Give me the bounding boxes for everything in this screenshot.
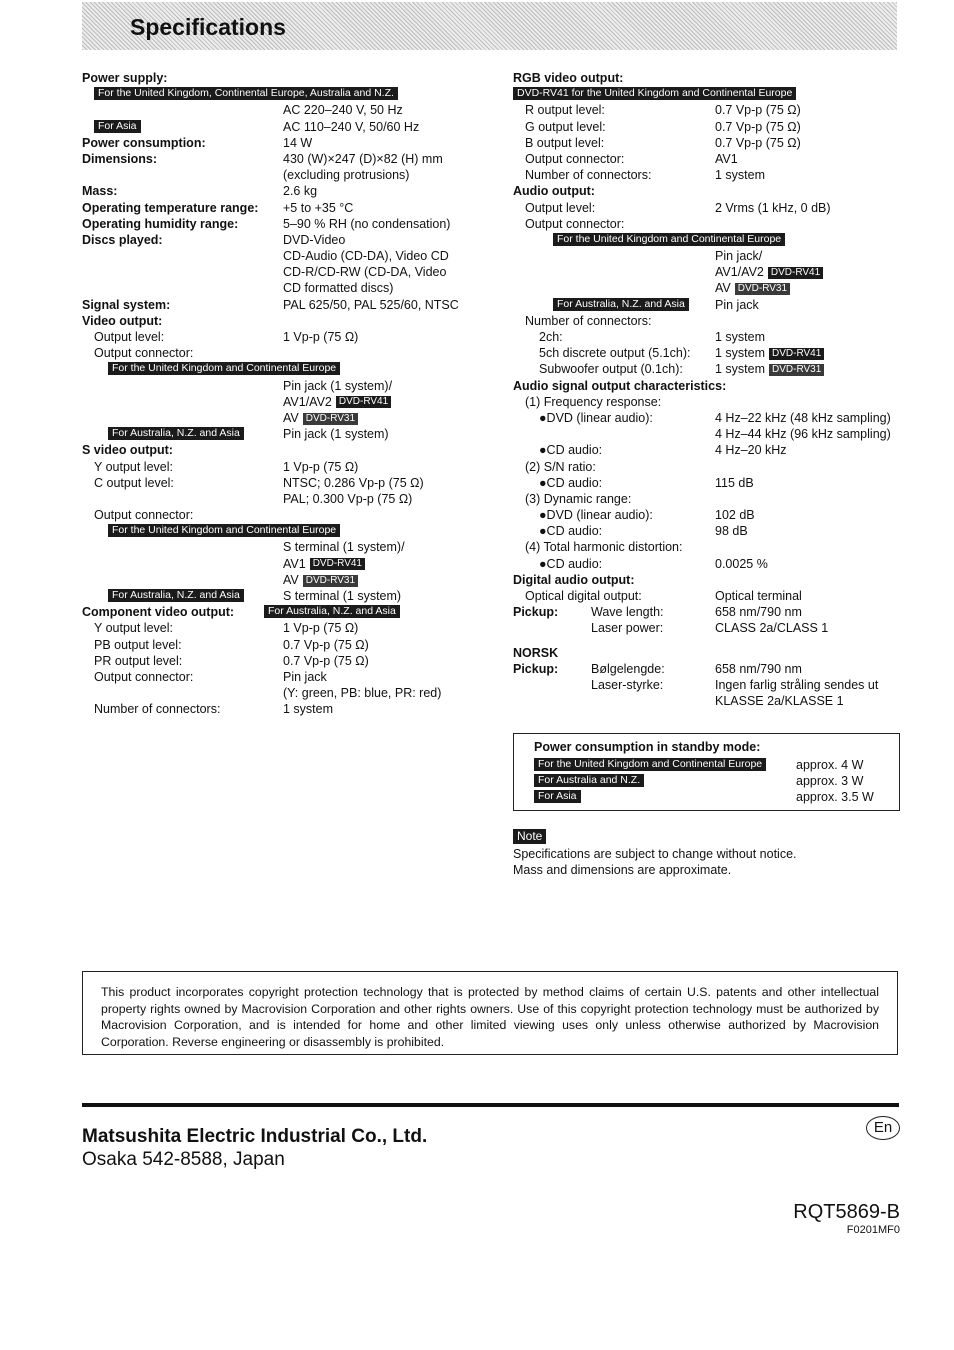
spec-value-text: 430 (W)×247 (D)×82 (H) mm (283, 151, 443, 166)
standby-row (534, 773, 879, 789)
spec-value (283, 572, 358, 588)
spec-value-text: Optical terminal (715, 589, 802, 603)
region-tag: For the United Kingdom and Continental Europe (108, 362, 340, 375)
spec-row (513, 491, 903, 507)
copyright-notice: This product incorporates copyright protection technology that is protected by method claims of certain U.S. patents and other intellectual property rights owned by Macrovision Corporation and other rights owners. Use of this copyright protection technology must be authorized by Macrovision Corporation, and is intended for home and other limited viewing uses only unless otherwise authorized by Macrovision Corporation. Reverse engineering or disassembly is prohibited. (82, 971, 898, 1055)
spec-row (82, 410, 472, 426)
spec-value (715, 475, 754, 491)
spec-row (82, 183, 472, 199)
standby-power-box (513, 733, 900, 811)
region-tag-row (82, 361, 472, 377)
spec-value (283, 475, 424, 491)
model-tag: DVD-RV31 (735, 283, 790, 295)
spec-value-text: +5 to +35 °C (283, 200, 354, 215)
model-tag: DVD-RV31 (769, 364, 824, 376)
spec-value-text: 1 Vp-p (75 Ω) (283, 330, 359, 344)
spec-value (715, 264, 823, 280)
spec-value-text: 1 system (283, 702, 334, 717)
spec-label: B output level: (525, 135, 605, 150)
spec-value-text: AV1/AV2 (715, 265, 764, 280)
spec-label: Number of connectors: (525, 313, 652, 328)
spec-row (82, 280, 472, 296)
document-subcode: F0201MF0 (846, 1224, 900, 1236)
spec-row (82, 119, 472, 135)
spec-label: Operating temperature range: (82, 200, 259, 215)
spec-row (513, 459, 903, 475)
spec-label: ●DVD (linear audio): (539, 410, 653, 425)
model-tag: DVD-RV41 (310, 558, 365, 570)
spec-row (513, 102, 903, 118)
standby-value: approx. 3 W (796, 774, 864, 788)
spec-value (715, 329, 765, 345)
pickup-row (513, 661, 903, 677)
spec-value-text: CD-Audio (CD-DA), Video CD (283, 249, 449, 264)
region-tag: For Australia, N.Z. and Asia (553, 298, 689, 311)
spec-label: Bølgelengde: (591, 661, 665, 676)
section-label: NORSK (513, 645, 559, 660)
spec-value (283, 216, 450, 232)
spec-value (283, 669, 327, 685)
spec-label: PB output level: (94, 637, 182, 652)
spec-value (283, 491, 412, 507)
model-tag: DVD-RV31 (303, 413, 358, 425)
section-label: Audio output: (513, 184, 595, 199)
spec-row (513, 588, 903, 604)
spec-row (82, 669, 472, 685)
spec-row (82, 426, 472, 442)
region-tag-row (513, 232, 903, 248)
spec-value (715, 248, 762, 264)
spec-value-text: NTSC; 0.286 Vp-p (75 Ω) (283, 475, 424, 490)
spec-row (82, 102, 472, 118)
spec-label: Laser power: (591, 621, 664, 636)
spec-row (82, 507, 472, 523)
spec-value (283, 167, 409, 183)
spec-value (715, 523, 748, 539)
spec-row (82, 135, 472, 151)
region-tag: For the United Kingdom and Continental Europe (108, 524, 340, 537)
spec-value: 658 nm/790 nm (715, 605, 802, 620)
spec-row (82, 459, 472, 475)
spec-value (283, 151, 443, 167)
spec-value (283, 297, 459, 313)
spec-value (283, 280, 393, 296)
model-tag: DVD-RV41 (336, 396, 391, 408)
spec-row (82, 491, 472, 507)
spec-column-left (82, 70, 472, 718)
spec-label: ●CD audio: (539, 524, 603, 539)
spec-row (82, 539, 472, 555)
region-tag: For the United Kingdom and Continental Europe (534, 758, 766, 771)
region-tag-row (513, 86, 903, 102)
spec-row (513, 523, 903, 539)
region-tag: For the United Kingdom and Continental Europe (553, 233, 785, 246)
spec-value-text: AV (715, 281, 731, 296)
spec-value (283, 394, 391, 410)
spec-value-text: PAL 625/50, PAL 525/60, NTSC (283, 297, 459, 312)
spec-column-right (513, 70, 903, 709)
spec-value (715, 102, 801, 118)
standby-row (534, 789, 879, 805)
spec-label: Y output level: (94, 459, 173, 474)
model-tag: DVD-RV31 (303, 575, 358, 587)
spec-value-text: 5–90 % RH (no condensation) (283, 216, 451, 231)
spec-label: Output connector: (94, 669, 194, 684)
spec-row (513, 556, 903, 572)
spec-label: ●CD audio: (539, 556, 603, 571)
region-tag: For Australia and N.Z. (534, 774, 644, 787)
spec-row (513, 313, 903, 329)
spec-row (82, 345, 472, 361)
spec-value-text: AV (283, 410, 299, 425)
spec-row (513, 507, 903, 523)
spec-label: (4) Total harmonic distortion: (525, 540, 683, 555)
spec-row (82, 264, 472, 280)
spec-label: Optical digital output: (525, 589, 642, 603)
spec-label: Laser-styrke: (591, 677, 664, 692)
spec-label: Output level: (525, 200, 596, 215)
spec-value-text: 98 dB (715, 524, 748, 539)
spec-label: 5ch discrete output (5.1ch): (539, 346, 691, 361)
spec-row (513, 248, 903, 264)
spec-label: Subwoofer output (0.1ch): (539, 362, 683, 377)
standby-value: approx. 4 W (796, 758, 864, 772)
spec-row (513, 297, 903, 313)
note-line: Specifications are subject to change without notice. (513, 847, 797, 862)
spec-value-text: (Y: green, PB: blue, PR: red) (283, 686, 442, 701)
section-label: Digital audio output: (513, 572, 635, 587)
spec-row (82, 200, 472, 216)
spec-value-text: 1 Vp-p (75 Ω) (283, 621, 359, 636)
spec-value (283, 653, 369, 669)
spec-value (715, 442, 787, 458)
spec-value-text: 4 Hz–22 kHz (48 kHz sampling) (715, 410, 891, 425)
model-tag: DVD-RV41 (769, 348, 824, 360)
spec-label: Output level: (94, 330, 165, 344)
spec-value-text: CD formatted discs) (283, 281, 394, 296)
spec-label: ●CD audio: (539, 475, 603, 490)
spec-row (82, 637, 472, 653)
spec-value (283, 232, 345, 248)
spec-value-text: 0.7 Vp-p (75 Ω) (715, 119, 801, 134)
spec-value (283, 637, 369, 653)
spec-row (513, 693, 903, 709)
spec-row (513, 539, 903, 555)
spec-value-text: 2.6 kg (283, 184, 318, 199)
standby-row (534, 757, 879, 773)
spec-label: Dimensions: (82, 151, 158, 166)
spec-row (82, 216, 472, 232)
spec-label: PR output level: (94, 653, 183, 668)
spec-value-text: 102 dB (715, 508, 755, 523)
spec-label: 2ch: (539, 330, 563, 344)
spec-value (715, 135, 801, 151)
region-tag: DVD-RV41 for the United Kingdom and Continental Europe (513, 87, 796, 100)
section-label: Video output: (82, 313, 163, 328)
spec-value-text: S terminal (1 system)/ (283, 540, 405, 555)
pickup-head: Pickup: (513, 661, 559, 676)
spec-value-text: AC 220–240 V, 50 Hz (283, 103, 403, 118)
section-label: S video output: (82, 443, 173, 458)
spec-value-text: 1 system (715, 346, 766, 361)
spec-value: CLASS 2a/CLASS 1 (715, 621, 829, 636)
spec-row (513, 361, 903, 377)
spec-row (82, 572, 472, 588)
spec-value: Pin jack (715, 297, 759, 312)
spec-value (283, 410, 358, 426)
spec-row (513, 119, 903, 135)
spec-value (715, 693, 844, 709)
spec-value (283, 556, 365, 572)
spec-label: Operating humidity range: (82, 216, 239, 231)
spec-value-text: DVD-Video (283, 232, 346, 247)
spec-label: Signal system: (82, 297, 171, 312)
spec-label: Y output level: (94, 621, 173, 636)
spec-value-text: CD-R/CD-RW (CD-DA, Video (283, 265, 447, 280)
spec-label: G output level: (525, 119, 606, 134)
spec-row (513, 216, 903, 232)
spec-value-text: 0.7 Vp-p (75 Ω) (283, 653, 369, 668)
spec-row (513, 426, 903, 442)
spacer (513, 637, 903, 645)
spec-row (513, 264, 903, 280)
spec-label: (2) S/N ratio: (525, 459, 596, 474)
spec-value-text: 2 Vrms (1 kHz, 0 dB) (715, 200, 831, 215)
spec-row (513, 394, 903, 410)
spec-value (283, 685, 441, 701)
spec-value (715, 151, 738, 167)
spec-value-text: 0.7 Vp-p (75 Ω) (715, 103, 801, 118)
model-tag: DVD-RV41 (768, 267, 823, 279)
spec-value-text: AV1 (283, 556, 306, 571)
spec-row (513, 475, 903, 491)
spec-label: Mass: (82, 184, 118, 199)
spec-row (513, 151, 903, 167)
note-section (513, 829, 797, 878)
spec-row (82, 653, 472, 669)
spec-value (283, 459, 358, 475)
spec-row (513, 329, 903, 345)
spec-value-text: Pin jack/ (715, 249, 763, 264)
spec-value-text: PAL; 0.300 Vp-p (75 Ω) (283, 491, 413, 506)
spec-row (82, 151, 472, 167)
region-tag: For Asia (94, 120, 141, 133)
spec-label: ●CD audio: (539, 443, 603, 458)
spec-value (715, 507, 755, 523)
spec-row (82, 620, 472, 636)
spec-row (513, 442, 903, 458)
spec-value-text: AV1/AV2 (283, 394, 332, 409)
spec-value-text: 0.7 Vp-p (75 Ω) (283, 637, 369, 652)
spec-value (283, 539, 405, 555)
spec-value (283, 329, 358, 345)
spec-row (82, 329, 472, 345)
spec-row (82, 167, 472, 183)
spec-row (82, 604, 472, 620)
note-label: Note (513, 829, 546, 844)
spec-label: R output level: (525, 103, 605, 118)
standby-title: Power consumption in standby mode: (534, 740, 761, 754)
spec-row (513, 280, 903, 296)
language-badge: En (866, 1116, 900, 1140)
spec-row (513, 135, 903, 151)
spec-row (82, 588, 472, 604)
spec-row (82, 685, 472, 701)
spec-label: Power consumption: (82, 135, 206, 150)
spec-value (715, 200, 831, 216)
spec-row (82, 394, 472, 410)
spec-row (82, 378, 472, 394)
spec-row (82, 556, 472, 572)
spec-row (513, 200, 903, 216)
pickup-head: Pickup: (513, 605, 559, 620)
spec-value (715, 410, 891, 426)
spec-label: Number of connectors: (525, 168, 652, 183)
region-tag: For Australia, N.Z. and Asia (264, 605, 400, 618)
spec-value-text: 1 Vp-p (75 Ω) (283, 459, 359, 474)
spec-row (513, 345, 903, 361)
title-banner (82, 2, 897, 50)
spec-value (283, 200, 353, 216)
standby-value: approx. 3.5 W (796, 790, 874, 804)
spec-value (715, 345, 824, 361)
page-title: Specifications (130, 14, 286, 40)
spec-value-text: 4 Hz–44 kHz (96 kHz sampling) (715, 427, 891, 442)
spec-value-text: Pin jack (1 system)/ (283, 378, 393, 393)
spec-value-text: KLASSE 2a/KLASSE 1 (715, 694, 844, 709)
spec-value: Ingen farlig stråling sendes ut (715, 677, 879, 692)
spec-value: S terminal (1 system) (283, 589, 402, 603)
spec-row (513, 167, 903, 183)
spec-value (283, 102, 403, 118)
region-tag: For Asia (534, 790, 581, 803)
spec-value-text: 4 Hz–20 kHz (715, 443, 787, 458)
pickup-row (513, 620, 903, 636)
spec-label: Discs played: (82, 232, 163, 247)
spec-row (82, 297, 472, 313)
footer-rule (82, 1103, 899, 1107)
spec-value (715, 167, 765, 183)
spec-value-text: AV (283, 572, 299, 587)
spec-label: C output level: (94, 475, 174, 490)
spec-row (82, 475, 472, 491)
spec-label: Output connector: (525, 151, 625, 166)
spec-value-text: 115 dB (715, 475, 754, 490)
spec-value: Pin jack (1 system) (283, 427, 389, 442)
spec-row (82, 248, 472, 264)
company-name: Matsushita Electric Industrial Co., Ltd. (82, 1126, 428, 1147)
spec-label: Output connector: (94, 508, 194, 523)
region-tag-row (82, 523, 472, 539)
spec-value (715, 556, 768, 572)
spec-value-text: (excluding protrusions) (283, 168, 410, 183)
spec-value (715, 119, 801, 135)
spec-label: Output connector: (94, 346, 194, 361)
spec-value-text: 1 system (715, 168, 766, 183)
spec-value (283, 264, 446, 280)
spec-value (283, 620, 358, 636)
section-label: RGB video output: (513, 71, 624, 85)
region-tag-row (82, 86, 472, 102)
spec-value-text: 0.7 Vp-p (75 Ω) (715, 135, 801, 150)
spec-label: Component video output: (82, 605, 235, 620)
pickup-row (513, 677, 903, 693)
spec-value-text: 14 W (283, 135, 313, 150)
section-label: Audio signal output characteristics: (513, 378, 727, 393)
spec-value-text: AV1 (715, 151, 738, 166)
spec-row (82, 232, 472, 248)
region-tag: For the United Kingdom, Continental Europe, Australia and N.Z. (94, 87, 398, 100)
spec-value (283, 378, 392, 394)
spec-label: Output connector: (525, 216, 625, 231)
spec-label: Wave length: (591, 605, 664, 620)
spec-value-text: 1 system (715, 362, 766, 377)
spec-value: AC 110–240 V, 50/60 Hz (283, 119, 420, 134)
spec-value (283, 135, 312, 151)
pickup-row (513, 604, 903, 620)
company-address: Osaka 542-8588, Japan (82, 1149, 285, 1170)
spec-value (283, 183, 317, 199)
spec-row (82, 701, 472, 717)
spec-value (283, 248, 449, 264)
spec-row (513, 410, 903, 426)
spec-value (715, 280, 790, 296)
section-label: Power supply: (82, 71, 168, 85)
spec-label: Number of connectors: (94, 702, 221, 717)
spec-label: ●DVD (linear audio): (539, 508, 653, 523)
note-line: Mass and dimensions are approximate. (513, 863, 732, 878)
spec-value-text: 1 system (715, 330, 766, 344)
region-tag: For Australia, N.Z. and Asia (108, 427, 244, 440)
spec-value (715, 361, 824, 377)
spec-value (283, 701, 333, 717)
spec-value-text: Pin jack (283, 669, 327, 684)
document-code: RQT5869-B (793, 1201, 900, 1223)
spec-label: (1) Frequency response: (525, 394, 662, 409)
spec-label: (3) Dynamic range: (525, 491, 632, 506)
spec-value-text: 0.0025 % (715, 556, 768, 571)
spec-value (715, 426, 891, 442)
spec-value: 658 nm/790 nm (715, 661, 802, 676)
spec-value (715, 588, 802, 604)
region-tag: For Australia, N.Z. and Asia (108, 589, 244, 602)
